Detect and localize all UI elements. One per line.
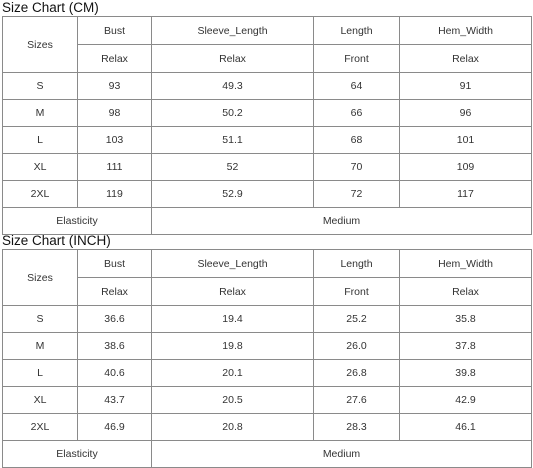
value-cell: 101 bbox=[400, 127, 532, 154]
table-row bbox=[3, 154, 532, 181]
value-cell: 111 bbox=[78, 154, 152, 181]
size-cell: XL bbox=[3, 154, 78, 181]
value-cell: 52 bbox=[152, 154, 314, 181]
value-cell: 38.6 bbox=[78, 333, 152, 360]
table-row bbox=[3, 387, 532, 414]
subheader-sleeve-length: Relax bbox=[152, 45, 314, 73]
value-cell: 20.8 bbox=[152, 414, 314, 441]
value-cell: 46.1 bbox=[400, 414, 532, 441]
value-cell: 72 bbox=[314, 181, 400, 208]
subheader-hem-width: Relax bbox=[400, 45, 532, 73]
value-cell: 20.5 bbox=[152, 387, 314, 414]
value-cell: 25.2 bbox=[314, 306, 400, 333]
value-cell: 51.1 bbox=[152, 127, 314, 154]
value-cell: 19.4 bbox=[152, 306, 314, 333]
value-cell: 37.8 bbox=[400, 333, 532, 360]
table-row bbox=[3, 100, 532, 127]
value-cell: 93 bbox=[78, 73, 152, 100]
header-row bbox=[3, 17, 532, 45]
size-cell: 2XL bbox=[3, 181, 78, 208]
table-row bbox=[3, 73, 532, 100]
value-cell: 20.1 bbox=[152, 360, 314, 387]
sizes-header: Sizes bbox=[3, 17, 78, 73]
header-sleeve-length: Sleeve_Length bbox=[152, 17, 314, 45]
subheader-length: Front bbox=[314, 278, 400, 306]
value-cell: 117 bbox=[400, 181, 532, 208]
size-cell: M bbox=[3, 100, 78, 127]
value-cell: 43.7 bbox=[78, 387, 152, 414]
size-cell: S bbox=[3, 73, 78, 100]
header-row bbox=[3, 250, 532, 278]
subheader-row bbox=[3, 278, 532, 306]
size-cell: M bbox=[3, 333, 78, 360]
table-row bbox=[3, 127, 532, 154]
value-cell: 26.0 bbox=[314, 333, 400, 360]
table-row bbox=[3, 306, 532, 333]
size-cell: S bbox=[3, 306, 78, 333]
value-cell: 36.6 bbox=[78, 306, 152, 333]
size-chart-inch-title: Size Chart (INCH) bbox=[2, 233, 111, 248]
value-cell: 103 bbox=[78, 127, 152, 154]
header-hem-width: Hem_Width bbox=[400, 17, 532, 45]
subheader-bust: Relax bbox=[78, 45, 152, 73]
subheader-row bbox=[3, 45, 532, 73]
value-cell: 27.6 bbox=[314, 387, 400, 414]
value-cell: 19.8 bbox=[152, 333, 314, 360]
header-length: Length bbox=[314, 250, 400, 278]
subheader-hem-width: Relax bbox=[400, 278, 532, 306]
header-sleeve-length: Sleeve_Length bbox=[152, 250, 314, 278]
elasticity-row bbox=[3, 441, 532, 468]
elasticity-row bbox=[3, 208, 532, 235]
subheader-sleeve-length: Relax bbox=[152, 278, 314, 306]
table-row bbox=[3, 181, 532, 208]
subheader-length: Front bbox=[314, 45, 400, 73]
table-row bbox=[3, 414, 532, 441]
value-cell: 70 bbox=[314, 154, 400, 181]
size-cell: L bbox=[3, 127, 78, 154]
header-bust: Bust bbox=[78, 17, 152, 45]
size-cell: L bbox=[3, 360, 78, 387]
value-cell: 98 bbox=[78, 100, 152, 127]
elasticity-value: Medium bbox=[152, 441, 532, 468]
value-cell: 28.3 bbox=[314, 414, 400, 441]
size-chart-cm-title: Size Chart (CM) bbox=[2, 0, 99, 15]
header-length: Length bbox=[314, 17, 400, 45]
value-cell: 42.9 bbox=[400, 387, 532, 414]
size-cell: 2XL bbox=[3, 414, 78, 441]
value-cell: 119 bbox=[78, 181, 152, 208]
value-cell: 91 bbox=[400, 73, 532, 100]
table-row bbox=[3, 333, 532, 360]
value-cell: 52.9 bbox=[152, 181, 314, 208]
size-chart-inch-table bbox=[2, 249, 532, 468]
sizes-header: Sizes bbox=[3, 250, 78, 306]
size-cell: XL bbox=[3, 387, 78, 414]
subheader-bust: Relax bbox=[78, 278, 152, 306]
value-cell: 96 bbox=[400, 100, 532, 127]
elasticity-label: Elasticity bbox=[3, 441, 152, 468]
value-cell: 68 bbox=[314, 127, 400, 154]
size-chart-cm-table bbox=[2, 16, 532, 235]
header-hem-width: Hem_Width bbox=[400, 250, 532, 278]
value-cell: 64 bbox=[314, 73, 400, 100]
elasticity-label: Elasticity bbox=[3, 208, 152, 235]
value-cell: 39.8 bbox=[400, 360, 532, 387]
value-cell: 35.8 bbox=[400, 306, 532, 333]
value-cell: 50.2 bbox=[152, 100, 314, 127]
value-cell: 46.9 bbox=[78, 414, 152, 441]
value-cell: 109 bbox=[400, 154, 532, 181]
value-cell: 26.8 bbox=[314, 360, 400, 387]
table-row bbox=[3, 360, 532, 387]
value-cell: 66 bbox=[314, 100, 400, 127]
header-bust: Bust bbox=[78, 250, 152, 278]
value-cell: 49.3 bbox=[152, 73, 314, 100]
value-cell: 40.6 bbox=[78, 360, 152, 387]
elasticity-value: Medium bbox=[152, 208, 532, 235]
